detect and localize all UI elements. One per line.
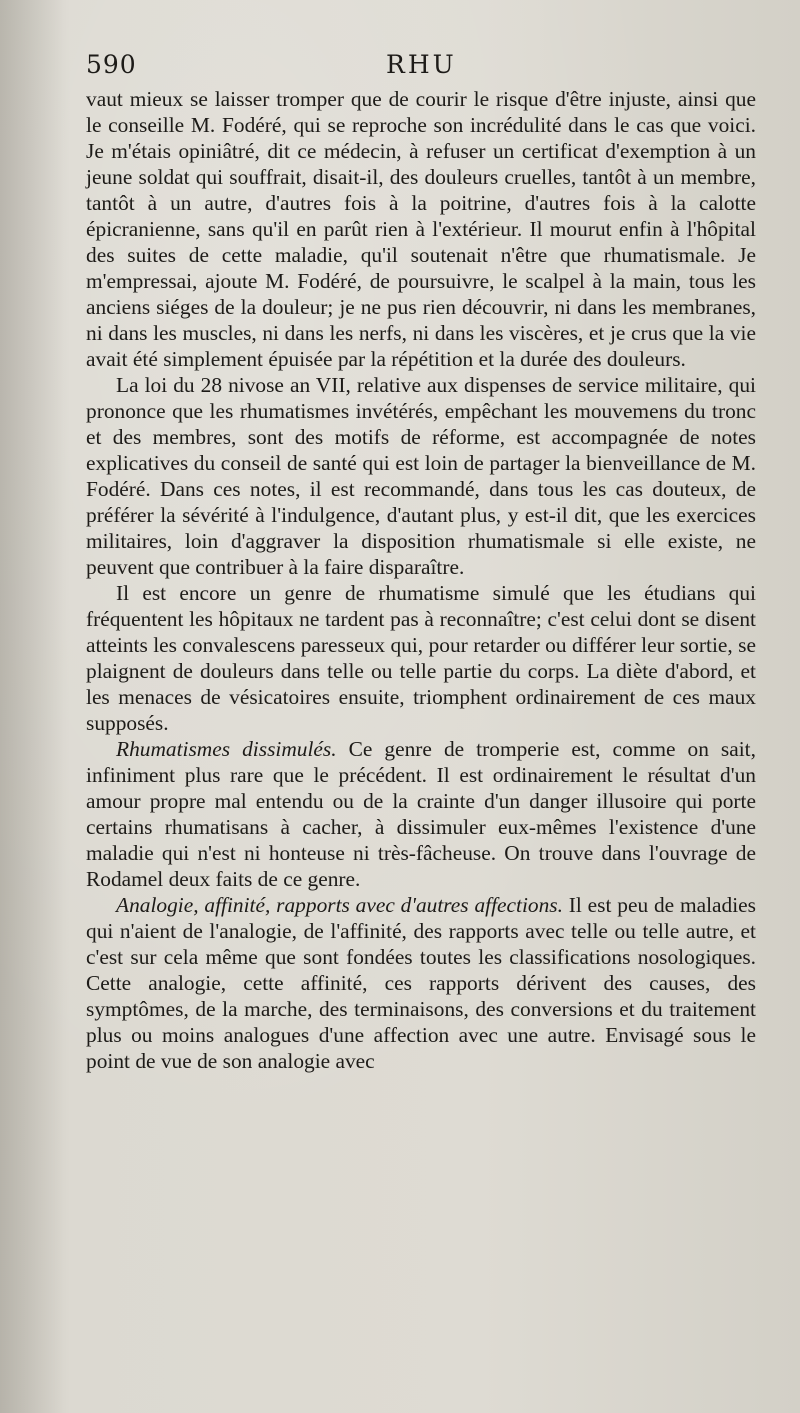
paragraph-military-law [86, 372, 756, 580]
paragraph-text: Ce genre de tromperie est, comme on sait, infiniment plus rare que le précédent. Il est ordinairement le résultat d'un amour propre mal entendu ou de la crainte d'un danger illusoire qui porte certains rhumatisans à cacher, à dissimuler eux-mêmes l'existence d'une maladie qui n'est ni honteuse ni très-fâcheuse. On trouve dans l'ouvrage de Rodamel deux faits de ce genre. [86, 737, 756, 891]
running-head-title: RHU [386, 50, 457, 79]
paragraph-text: Il est peu de maladies qui n'aient de l'analogie, de l'affinité, des rapports avec telle ou telle autre, et c'est sur cela même que sont fondées toutes les classifications nosologiques. Cette analogie, cette affinité, ces rapports dérivent des causes, des symptômes, de la marche, des terminaisons, des conversions et du traitement plus ou moins analogues d'une affection avec une autre. Envisagé sous le point de vue de son analogie avec [86, 893, 756, 1073]
page-gutter-shadow [0, 0, 70, 1413]
page-number: 590 [86, 50, 137, 79]
running-head [86, 48, 756, 86]
paragraph-text: La loi du 28 nivose an VII, relative aux dispenses de service militaire, qui prononce que les rhumatismes invétérés, empêchant les mouvemens du tronc et des membres, sont des motifs de réforme, est accompagnée de notes explicatives du conseil de santé qui est loin de partager la bienveillance de M. Fodéré. Dans ces notes, il est recommandé, dans tous les cas douteux, de préférer la sévérité à l'indulgence, d'autant plus, y est-il dit, que les exercices militaires, loin d'aggraver la disposition rhumatismale si elle existe, ne peuvent que contribuer à la faire disparaître. [86, 373, 756, 579]
paragraph-text: Il est encore un genre de rhumatisme simulé que les étudians qui fréquentent les hôpitaux ne tardent pas à reconnaître; c'est celui dont se disent atteints les convalescens paresseux qui, pour retarder ou différer leur sortie, se plaignent de douleurs dans telle ou telle partie du corps. La diète d'abord, et les menaces de vésicatoires ensuite, triomphent ordinairement de ces maux supposés. [86, 581, 756, 735]
paragraph-simulated-rheumatism [86, 580, 756, 736]
paragraph-fodere-case [86, 86, 756, 372]
paragraph-text: vaut mieux se laisser tromper que de courir le risque d'être injuste, ainsi que le conseille M. Fodéré, qui se reproche son incrédulité dans le cas que voici. Je m'étais opiniâtré, dit ce médecin, à refuser un certificat d'exemption à un jeune soldat qui souffrait, disait-il, des douleurs cruelles, tantôt à un membre, tantôt à un autre, d'autres fois à la poitrine, d'autres fois à la calotte épicranienne, sans qu'il en parût rien à l'extérieur. Il mourut enfin à l'hôpital des suites de cette maladie, qu'il soutenait n'être que rhumatismale. Je m'empressai, ajoute M. Fodéré, de poursuivre, le scalpel à la main, tous les anciens siéges de la douleur; je ne pus rien découvrir, ni dans les membranes, ni dans les muscles, ni dans les nerfs, ni dans les viscères, et je crus que la vie avait été simplement épuisée par la répétition et la durée des douleurs. [86, 87, 756, 371]
section-lead-dissimulated: Rhumatismes dissimulés. [116, 737, 337, 761]
paragraph-dissimulated-rheumatism [86, 736, 756, 892]
paragraph-analogy [86, 892, 756, 1074]
body-text [86, 86, 756, 1074]
section-lead-analogy: Analogie, affinité, rapports avec d'autres affections. [116, 893, 563, 917]
